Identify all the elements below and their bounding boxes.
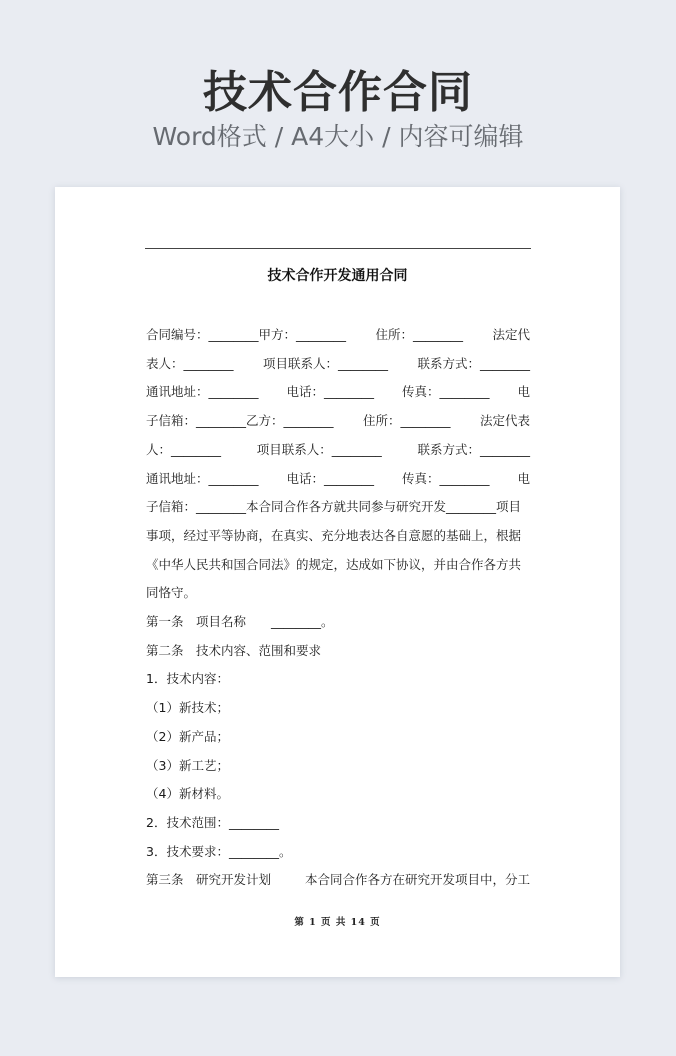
- clause-line: 3．技术要求：________。: [146, 843, 292, 859]
- text-segment: 法定代表: [479, 413, 530, 429]
- text-segment: 人：________: [146, 441, 222, 457]
- text-segment: 联系方式：________: [417, 355, 530, 371]
- text-segment: 传真：________: [401, 384, 490, 400]
- text-segment: 电话：________: [286, 470, 374, 486]
- clause-line: [146, 866, 530, 895]
- paragraph-line: [146, 522, 530, 551]
- text-segment: 《中华人民共和国合同法》的规定，达成如下协议，并由合作各方共: [146, 556, 522, 572]
- text-segment: 传真：________: [401, 470, 490, 486]
- text-segment: 电: [517, 384, 530, 400]
- hero-title: 技术合作合同: [203, 67, 473, 118]
- document-page: [55, 187, 620, 977]
- paragraph-line: [146, 579, 530, 608]
- text-segment: 事项，经过平等协商，在真实、充分地表达各自意愿的基础上，根据: [146, 527, 522, 543]
- paragraph-line: [146, 350, 530, 379]
- clause-line: 2．技术范围：________: [146, 814, 279, 830]
- text-segment: 子信箱：________乙方：________: [146, 413, 334, 429]
- text-segment: 通讯地址：________: [146, 470, 259, 486]
- paragraph-line: [146, 378, 530, 407]
- text-segment: 合同编号：________甲方：________: [146, 327, 347, 342]
- clause-line: （2）新产品；: [146, 728, 229, 744]
- clause-line: 1．技术内容：: [146, 671, 229, 687]
- document-title: 技术合作开发通用合同: [267, 268, 408, 284]
- clause-line: （4）新材料。: [146, 786, 229, 802]
- paragraph-line: [146, 407, 530, 436]
- document-body: [146, 321, 530, 895]
- text-segment: 电话：________: [286, 384, 374, 400]
- paragraph-line: [146, 493, 530, 522]
- text-segment: 住所：________: [375, 327, 463, 342]
- text-segment: 联系方式：________: [417, 441, 530, 457]
- paragraph-line: [146, 321, 530, 350]
- paragraph-line: [146, 465, 530, 494]
- paragraph-line: [146, 551, 530, 580]
- header-rule: [145, 248, 531, 249]
- text-segment: 本合同合作各方在研究开发项目中，分工: [304, 872, 530, 888]
- text-segment: 住所：________: [362, 413, 451, 429]
- text-segment: 第三条 研究开发计划: [146, 872, 272, 888]
- hero-subtitle: Word格式 / A4大小 / 内容可编辑: [152, 122, 524, 151]
- text-segment: 子信箱：________本合同合作各方就共同参与研究开发________项目: [146, 499, 522, 515]
- page-number-footer: 第 1 页 共 14 页: [294, 917, 381, 928]
- clause-line: 第二条 技术内容、范围和要求: [146, 642, 322, 658]
- clause-line: 第一条 项目名称 ________。: [146, 614, 334, 630]
- clause-line: （3）新工艺；: [146, 757, 229, 773]
- text-segment: 项目联系人：________: [256, 441, 382, 457]
- paragraph-line: [146, 436, 530, 465]
- text-segment: 通讯地址：________: [146, 384, 259, 400]
- text-segment: 表人：________: [146, 355, 234, 371]
- text-segment: 电: [517, 470, 530, 486]
- text-segment: 同恪守。: [146, 585, 197, 601]
- text-segment: 法定代: [492, 327, 530, 342]
- clause-line: （1）新技术；: [146, 700, 229, 716]
- text-segment: 项目联系人：________: [262, 355, 388, 371]
